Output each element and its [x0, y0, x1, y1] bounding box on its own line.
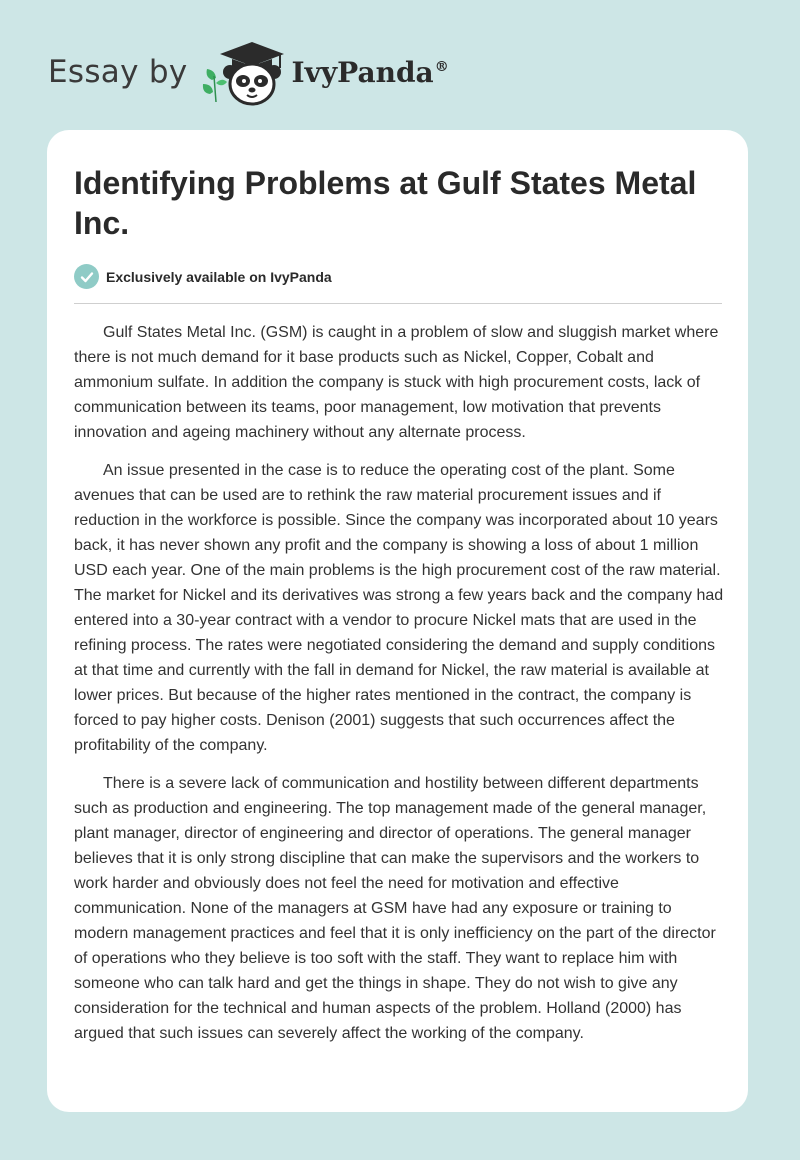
- panda-logo-icon: [202, 36, 286, 108]
- brand-name-text: IvyPanda: [291, 55, 434, 89]
- paragraph-3: There is a severe lack of communication and hostility between different departments such as production and engineering. The top management made of the general manager, plant manager, director of engineering and director of operations. The general manager believes that it is only strong discipline that can make the supervisors and the workers to work harder and obviously does not feel the need for motivation and effective communication. None of the managers at GSM have had any exposure or training to modern management practices and feel that it is only inefficiency on the part of the director of operations who they believe is too soft with the staff. They want to replace him with someone who can talk hard and get the things in shape. They do not wish to give any consideration for the technical and human aspects of the problem. Holland (2000) has argued that such issues can severely affect the working of the company.: [74, 775, 716, 1042]
- essay-title: Identifying Problems at Gulf States Metal Inc.: [74, 165, 697, 241]
- paragraph-1: Gulf States Metal Inc. (GSM) is caught in a problem of slow and sluggish market where there is not much demand for it base products such as Nickel, Copper, Cobalt and ammonium sulfate. In addition the company is stuck with high procurement costs, lack of communication between its teams, poor management, low motivation that prevents innovation and ageing machinery without any alternate process.: [74, 324, 719, 441]
- title-divider: [74, 303, 722, 304]
- essay-body: [74, 320, 726, 1059]
- exclusive-badge-text: Exclusively available on IvyPanda: [106, 268, 332, 285]
- paragraph-2: An issue presented in the case is to reduce the operating cost of the plant. Some avenues that can be used are to rethink the raw material procurement issues and if reduction in the workforce is possible. Since the company was incorporated about 10 years back, it has never shown any profit and the company is showing a loss of about 1 million USD each year. One of the main problems is the high procurement cost of the raw material. The market for Nickel and its derivatives was strong a few years back and the company had entered into a 30-year contract with a vendor to procure Nickel mats that are used in the refining process. The rates were negotiated considering the demand and supply conditions at that time and currently with the fall in demand for Nickel, the raw material is available at lower prices. But because of the higher rates mentioned in the contract, the company is forced to pay higher costs. Denison (2001) suggests that such occurrences affect the profitability of the company.: [74, 462, 724, 754]
- brand-header[interactable]: [48, 36, 449, 108]
- check-icon: [74, 264, 99, 289]
- registered-mark: ®: [434, 59, 449, 76]
- essay-card: [47, 130, 748, 1112]
- brand-prefix: Essay by: [48, 54, 188, 90]
- exclusive-badge: [74, 264, 332, 289]
- brand-name: [292, 56, 449, 89]
